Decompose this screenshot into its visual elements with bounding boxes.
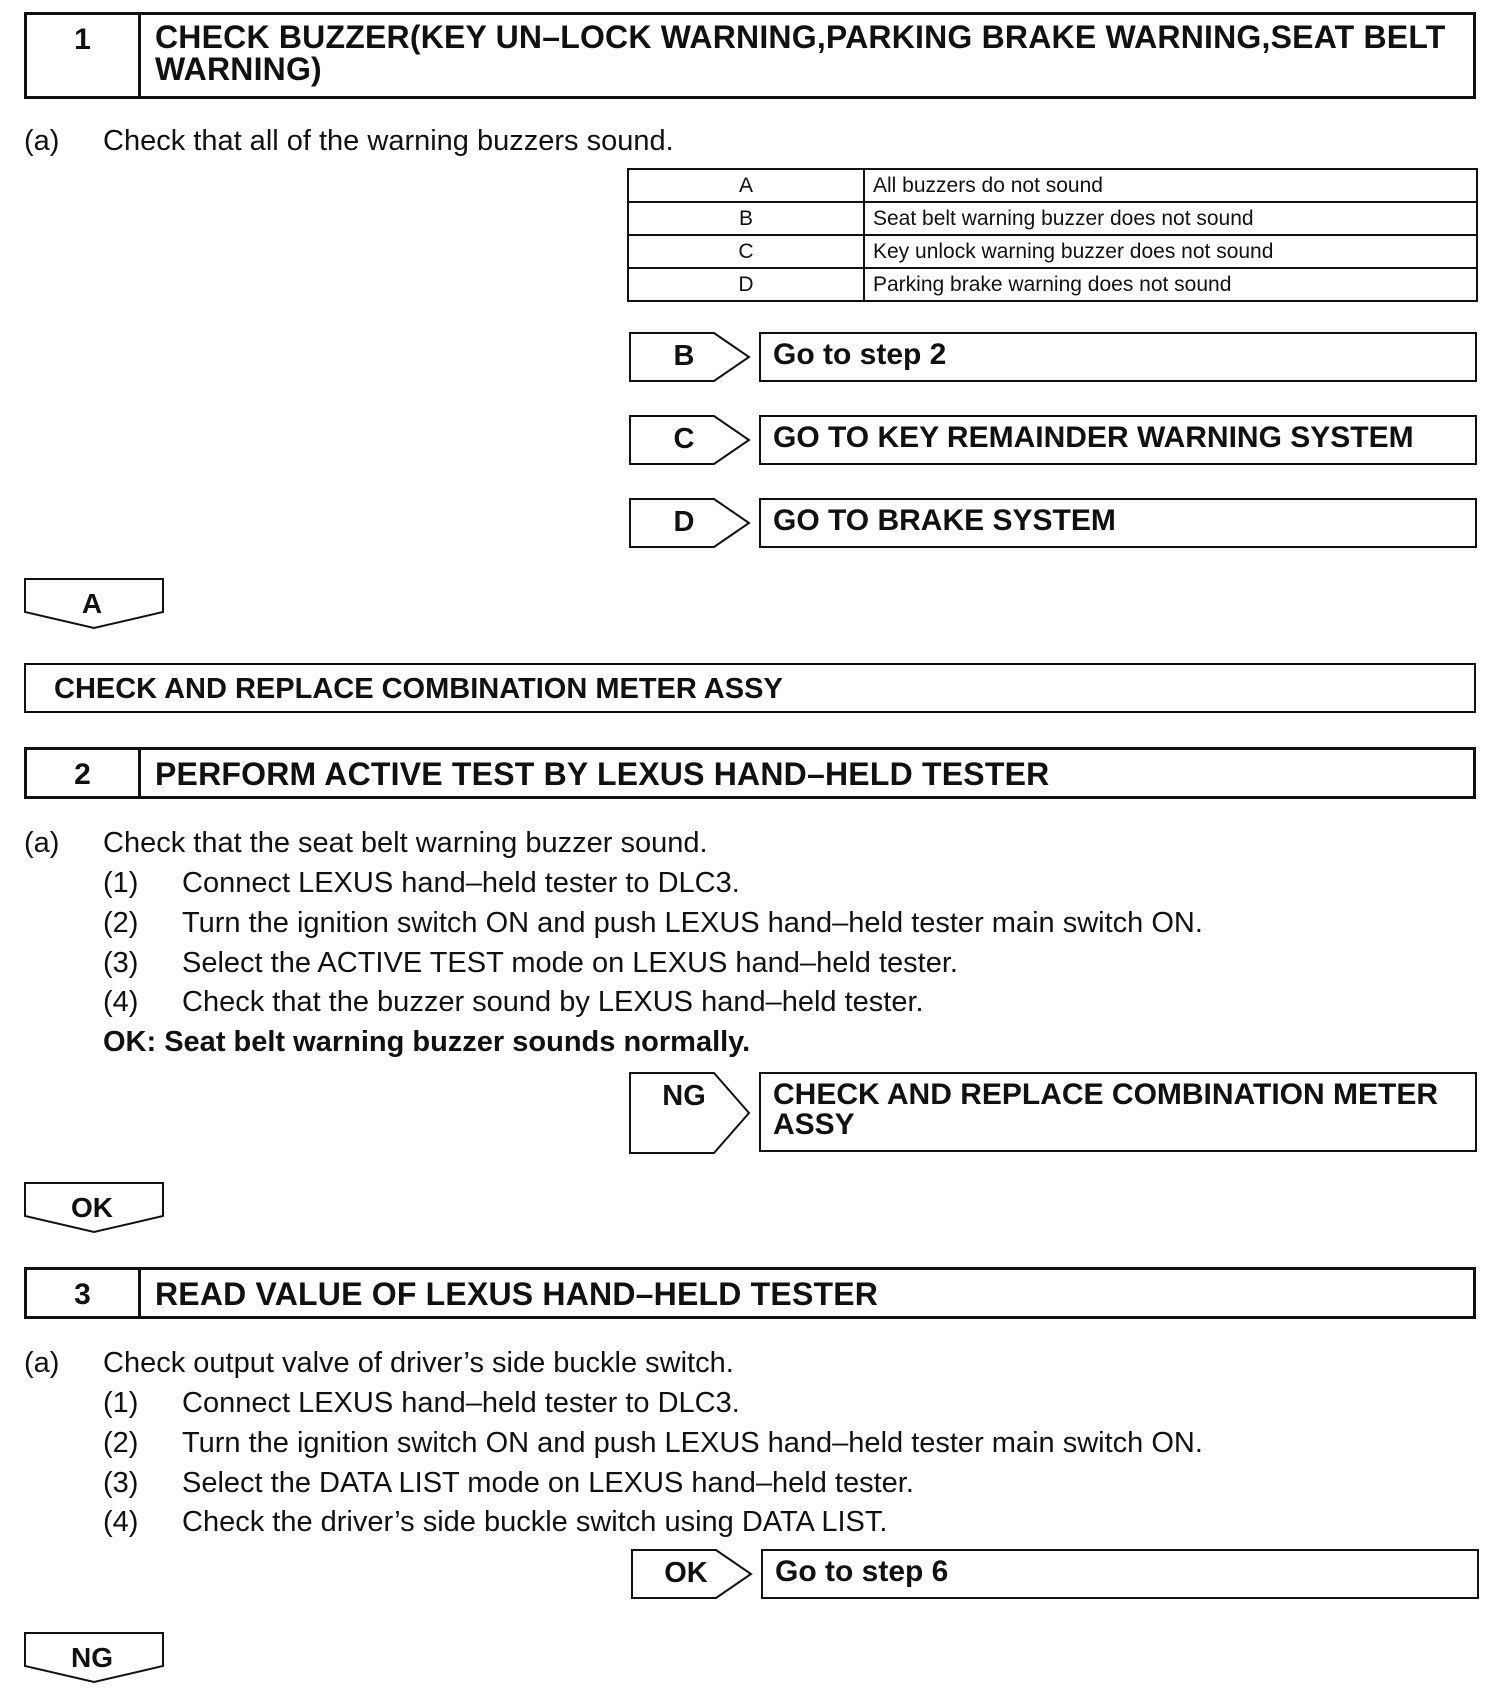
- step-2-header: [24, 747, 1476, 799]
- branch-destination[interactable]: Go to step 2: [759, 332, 1477, 382]
- branch-tag-label: C: [673, 423, 695, 455]
- substep-num: (4): [103, 1506, 139, 1538]
- branch-tag-label: NG: [662, 1080, 706, 1112]
- substep-num: (1): [103, 867, 139, 899]
- substep-text: Check the driver’s side buckle switch using DATA LIST.: [182, 1506, 888, 1538]
- table-row: [628, 235, 1477, 268]
- branch-tag-label: B: [673, 340, 695, 372]
- branch-tag-ng[interactable]: [629, 1072, 749, 1152]
- substep-text: Connect LEXUS hand–held tester to DLC3.: [182, 867, 740, 899]
- item-label: (a): [24, 1347, 60, 1379]
- item-text: Check output valve of driver’s side buckle switch.: [103, 1347, 734, 1379]
- substep-text: Check that the buzzer sound by LEXUS hand–held tester.: [182, 986, 924, 1018]
- ok-criteria: OK: Seat belt warning buzzer sounds normally.: [103, 1026, 751, 1058]
- substep-num: (3): [103, 1467, 139, 1499]
- substep-text: Turn the ignition switch ON and push LEXUS hand–held tester main switch ON.: [182, 1427, 1203, 1459]
- down-tag-ng[interactable]: [24, 1632, 164, 1682]
- step-3-header: [24, 1267, 1476, 1319]
- table-key: A: [628, 169, 864, 202]
- down-tag-a[interactable]: [24, 578, 164, 628]
- branch-tag-label: D: [673, 506, 695, 538]
- branch-destination[interactable]: Go to step 6: [761, 1549, 1479, 1599]
- table-desc: Seat belt warning buzzer does not sound: [864, 202, 1477, 235]
- down-tag-label: A: [81, 588, 103, 619]
- step-1-header: [24, 12, 1476, 99]
- table-key: B: [628, 202, 864, 235]
- step-title: PERFORM ACTIVE TEST BY LEXUS HAND–HELD TESTER: [155, 756, 1050, 792]
- substep-num: (4): [103, 986, 139, 1018]
- table-desc: All buzzers do not sound: [864, 169, 1477, 202]
- branch-destination[interactable]: GO TO BRAKE SYSTEM: [759, 498, 1477, 548]
- substep-text: Select the DATA LIST mode on LEXUS hand–held tester.: [182, 1467, 914, 1499]
- branch-tag-ok[interactable]: [631, 1549, 751, 1597]
- table-row: [628, 268, 1477, 301]
- table-key: C: [628, 235, 864, 268]
- substep-text: Connect LEXUS hand–held tester to DLC3.: [182, 1387, 740, 1419]
- branch-tag-d[interactable]: [629, 498, 749, 546]
- step-number: 2: [27, 750, 141, 796]
- table-row: [628, 169, 1477, 202]
- down-tag-ok[interactable]: [24, 1182, 164, 1232]
- branch-destination-line: CHECK AND REPLACE COMBINATION METER: [773, 1078, 1438, 1111]
- item-text: Check that the seat belt warning buzzer sound.: [103, 827, 708, 859]
- branch-destination[interactable]: [759, 1072, 1477, 1152]
- down-tag-label: OK: [71, 1192, 113, 1223]
- item-text: Check that all of the warning buzzers sound.: [103, 125, 674, 157]
- branch-tag-label: OK: [664, 1557, 708, 1589]
- substep-num: (2): [103, 907, 139, 939]
- step-number: 1: [27, 15, 141, 96]
- substep-num: (3): [103, 947, 139, 979]
- step-number: 3: [27, 1270, 141, 1316]
- item-label: (a): [24, 125, 60, 157]
- down-tag-label: NG: [71, 1642, 113, 1673]
- substep-text: Turn the ignition switch ON and push LEXUS hand–held tester main switch ON.: [182, 907, 1203, 939]
- step-title: CHECK BUZZER(KEY UN–LOCK WARNING,PARKING BRAKE WARNING,SEAT BELT WARNING): [155, 19, 1446, 87]
- branch-tag-c[interactable]: [629, 415, 749, 463]
- table-key: D: [628, 268, 864, 301]
- branch-destination-line: ASSY: [773, 1108, 855, 1141]
- branch-tag-b[interactable]: [629, 332, 749, 380]
- table-row: [628, 202, 1477, 235]
- item-label: (a): [24, 827, 60, 859]
- action-box[interactable]: CHECK AND REPLACE COMBINATION METER ASSY: [24, 663, 1476, 713]
- substep-text: Select the ACTIVE TEST mode on LEXUS hand–held tester.: [182, 947, 958, 979]
- substep-num: (1): [103, 1387, 139, 1419]
- step-title: READ VALUE OF LEXUS HAND–HELD TESTER: [155, 1276, 879, 1312]
- table-desc: Key unlock warning buzzer does not sound: [864, 235, 1477, 268]
- table-desc: Parking brake warning does not sound: [864, 268, 1477, 301]
- branch-destination[interactable]: GO TO KEY REMAINDER WARNING SYSTEM: [759, 415, 1477, 465]
- result-table: [627, 168, 1478, 302]
- substep-num: (2): [103, 1427, 139, 1459]
